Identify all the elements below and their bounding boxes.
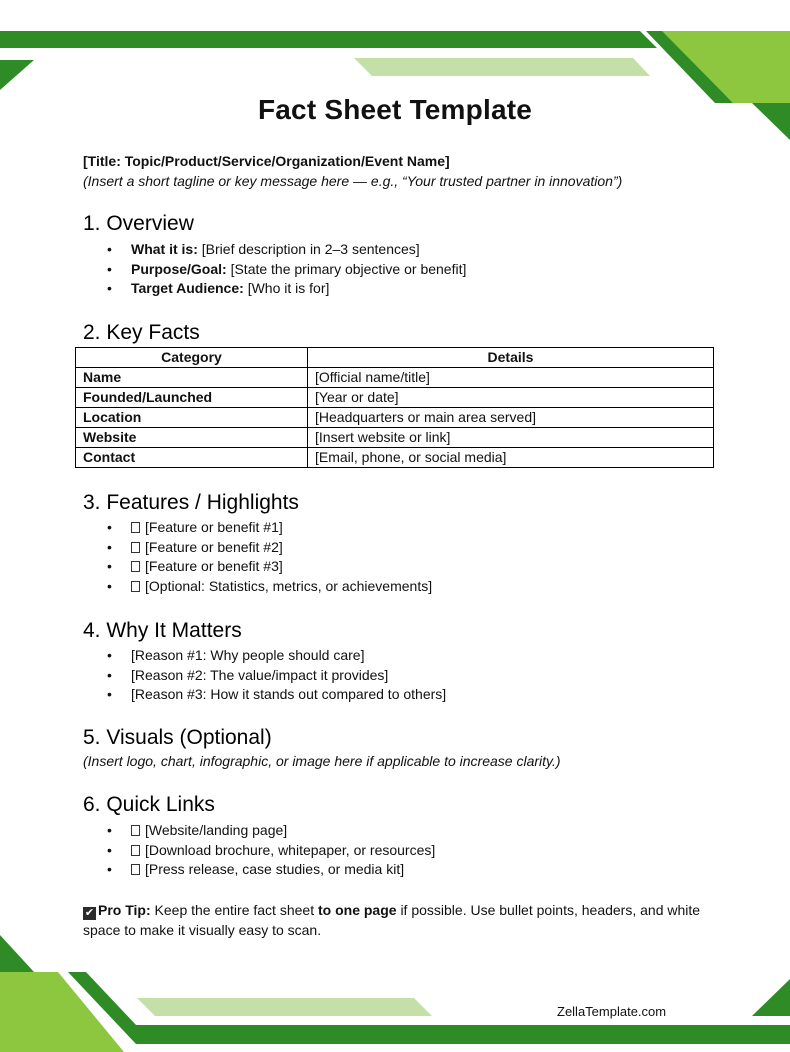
item-label: Purpose/Goal:: [131, 260, 227, 277]
why-heading: 4. Why It Matters: [83, 619, 242, 642]
item-text: [Brief description in 2–3 sentences]: [201, 241, 420, 257]
pro-tip: [83, 900, 703, 940]
checkmark-icon: ✔: [84, 907, 95, 919]
list-item: [107, 557, 432, 577]
item-text: [Feature or benefit #3]: [145, 558, 283, 575]
features-list: [107, 518, 432, 597]
checkbox-icon: [131, 581, 140, 592]
features-heading: 3. Features / Highlights: [83, 491, 299, 514]
item-text: [Reason #3: How it stands out compared to others]: [131, 686, 447, 703]
page-title: Fact Sheet Template: [257, 94, 533, 125]
column-header: Category: [76, 348, 308, 368]
category-cell: Founded/Launched: [76, 388, 308, 408]
list-item: [107, 685, 446, 705]
category-cell: Website: [76, 428, 308, 448]
list-item: [107, 646, 446, 666]
item-text: [Reason #2: The value/impact it provides]: [131, 666, 389, 683]
subtitle: [Title: Topic/Product/Service/Organization/Event Name]: [83, 153, 450, 169]
pro-tip-label: Pro Tip:: [98, 902, 151, 918]
item-label: Target Audience:: [131, 280, 244, 297]
visuals-note: (Insert logo, chart, infographic, or image here if applicable to increase clarity.): [83, 753, 561, 769]
column-header: Details: [308, 348, 714, 368]
details-cell: [Insert website or link]: [308, 428, 714, 448]
quick-links-heading: 6. Quick Links: [83, 793, 215, 816]
list-item: [107, 666, 446, 686]
details-cell: [Year or date]: [308, 388, 714, 408]
item-text: [Press release, case studies, or media kit]: [145, 861, 405, 878]
checkbox-icon: [131, 845, 140, 856]
table-row: [76, 388, 714, 408]
category-cell: Location: [76, 408, 308, 428]
checkbox-icon: [131, 522, 140, 533]
item-text: [Download brochure, whitepaper, or resources]: [145, 841, 436, 858]
item-text: [Optional: Statistics, metrics, or achievements]: [145, 578, 433, 595]
list-item: [107, 538, 432, 558]
footer-watermark: ZellaTemplate.com: [557, 1004, 667, 1019]
overview-list: [107, 240, 466, 299]
pro-tip-text: Keep the entire fact sheet: [154, 902, 315, 918]
visuals-heading: 5. Visuals (Optional): [83, 726, 272, 749]
list-item: [107, 279, 466, 299]
table-row: [76, 428, 714, 448]
list-item: [107, 260, 466, 280]
table-row: [76, 368, 714, 388]
key-facts-heading: 2. Key Facts: [83, 321, 200, 344]
category-cell: Contact: [76, 448, 308, 468]
list-item: [107, 577, 432, 597]
item-label: What it is:: [131, 241, 198, 257]
checkbox-icon: [131, 542, 140, 553]
item-text: [Feature or benefit #2]: [145, 538, 283, 555]
quick-links-list: [107, 821, 435, 880]
pro-tip-text-continued: if possible. Use bullet points, headers, and white space to make it visually easy to scan.: [83, 902, 701, 938]
list-item: [107, 821, 435, 841]
pro-tip-emphasis: to one page: [317, 902, 397, 918]
table-row: [76, 448, 714, 468]
checkbox-icon: [131, 561, 140, 572]
overview-heading: 1. Overview: [83, 212, 194, 235]
item-text: [Website/landing page]: [145, 822, 288, 838]
list-item: [107, 841, 435, 861]
details-cell: [Official name/title]: [308, 368, 714, 388]
category-cell: Name: [76, 368, 308, 388]
checkbox-icon: [131, 825, 140, 836]
list-item: [107, 860, 435, 880]
table-row: [76, 408, 714, 428]
details-cell: [Headquarters or main area served]: [308, 408, 714, 428]
checkbox-icon: [131, 864, 140, 875]
item-text: [State the primary objective or benefit]: [230, 260, 467, 277]
item-text: [Reason #1: Why people should care]: [131, 647, 365, 663]
list-item: [107, 518, 432, 538]
key-facts-table: [75, 347, 714, 468]
table-header-row: [76, 348, 714, 368]
details-cell: [Email, phone, or social media]: [308, 448, 714, 468]
item-text: [Who it is for]: [247, 280, 330, 297]
why-list: [107, 646, 446, 705]
list-item: [107, 240, 466, 260]
item-text: [Feature or benefit #1]: [145, 519, 283, 535]
tagline: (Insert a short tagline or key message here — e.g., “Your trusted partner in innovation”): [83, 173, 623, 189]
